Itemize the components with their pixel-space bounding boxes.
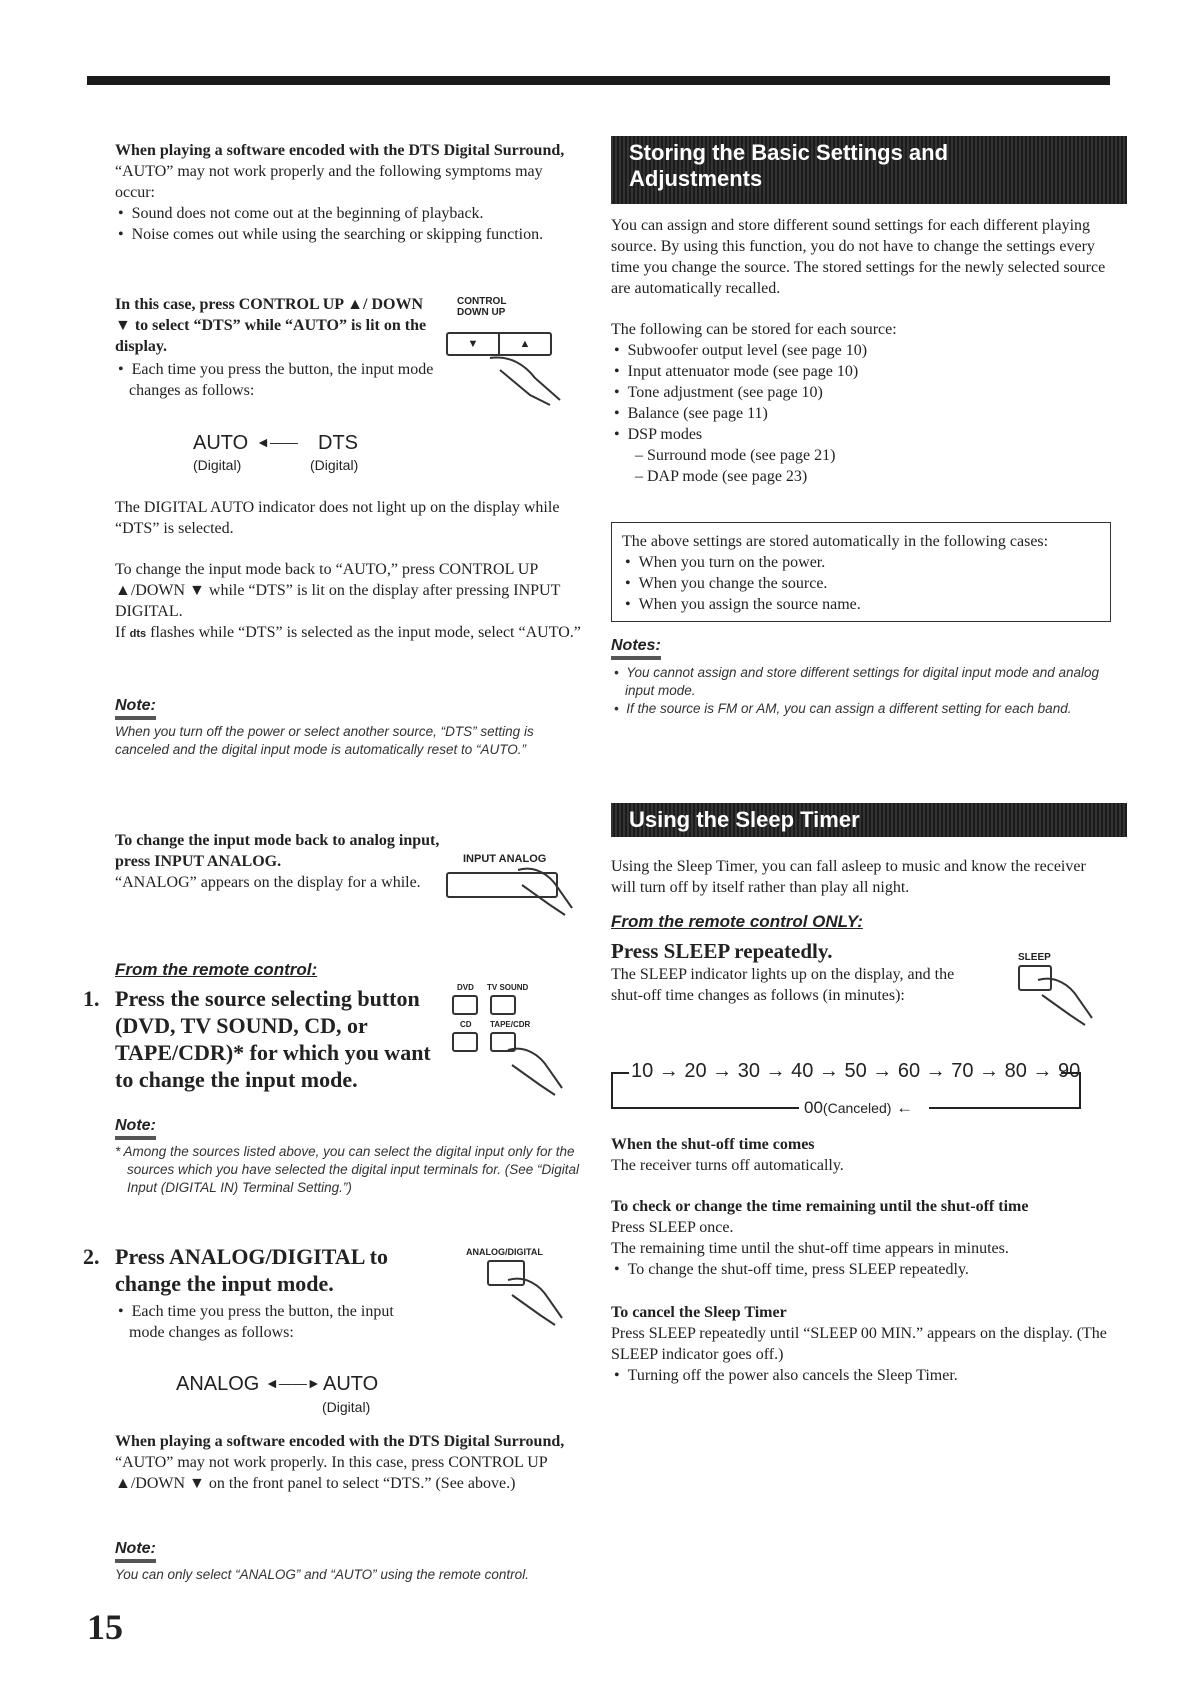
tape-cdr-label: TAPE/CDR bbox=[490, 1020, 531, 1029]
dts-mode-label: DTS bbox=[318, 432, 358, 454]
dsp-sub-item: – DAP mode (see page 23) bbox=[635, 468, 808, 485]
sleep-value: 50 bbox=[844, 1060, 867, 1082]
banner-storing-line-2: Adjustments bbox=[629, 166, 763, 191]
digital-auto-paragraph: The DIGITAL AUTO indicator does not light up on the display while “DTS” is selected. bbox=[115, 499, 560, 537]
input-analog-label: INPUT ANALOG bbox=[463, 853, 547, 865]
loop-line-bottom-right bbox=[929, 1107, 1081, 1109]
check-text-1: Press SLEEP once. bbox=[611, 1219, 734, 1236]
auto-store-box bbox=[611, 522, 1111, 622]
page-number: 15 bbox=[87, 1607, 123, 1647]
sleep-value: 10 bbox=[631, 1060, 654, 1082]
step-1-text: Press the source selecting button (DVD, TV SOUND, CD, or TAPE/CDR)* for which you want to change the input mode. bbox=[115, 986, 431, 1092]
control-down-up-label: DOWN UP bbox=[457, 307, 506, 318]
sleep-intro: Using the Sleep Timer, you can fall asleep to music and know the receiver will turn off by itself rather than play all night. bbox=[611, 858, 1086, 896]
dts-flash-paragraph bbox=[115, 622, 590, 645]
note-3-heading: Note: bbox=[115, 1540, 156, 1563]
note-1 bbox=[115, 697, 585, 759]
step-2 bbox=[83, 1243, 443, 1343]
sleep-value: 20 bbox=[684, 1060, 707, 1082]
left-column bbox=[115, 140, 585, 245]
analog-mode-label: ANALOG bbox=[176, 1373, 260, 1395]
storing-note-item: • If the source is FM or AM, you can assign a different setting for each band. bbox=[611, 700, 1111, 718]
cd-button bbox=[452, 1032, 478, 1052]
hand-pointer-icon bbox=[510, 860, 580, 920]
sleep-canceled: 00(Canceled) ← bbox=[804, 1098, 914, 1117]
canceled-value: 00 bbox=[804, 1098, 823, 1117]
dvd-button bbox=[452, 995, 478, 1015]
loop-line-left bbox=[611, 1072, 613, 1108]
dts2-text: “AUTO” may not work properly. In this case, press CONTROL UP ▲/DOWN ▼ on the front panel to select “DTS.” (See above.) bbox=[115, 1454, 548, 1492]
dvd-label: DVD bbox=[457, 983, 474, 992]
storable-item: • Subwoofer output level (see page 10) bbox=[611, 340, 1111, 361]
auto-digital-label: (Digital) bbox=[193, 457, 242, 473]
loop-line-bottom-left bbox=[611, 1107, 799, 1109]
sleep-description: The SLEEP indicator lights up on the display, and the shut-off time changes as follows (in minutes): bbox=[611, 966, 955, 1004]
banner-storing-line-1: Storing the Basic Settings and bbox=[629, 140, 949, 165]
analog-section bbox=[115, 830, 440, 893]
up-arrow-icon: ▲ bbox=[519, 338, 531, 350]
dts2-paragraph bbox=[115, 1431, 585, 1494]
dts-paragraphs bbox=[115, 497, 590, 645]
dts-intro-text: “AUTO” may not work properly and the following symptoms may occur: bbox=[115, 163, 543, 201]
check-heading: To check or change the time remaining until the shut-off time bbox=[611, 1198, 1029, 1215]
header-rule bbox=[87, 76, 1110, 85]
dsp-sub-item: – Surround mode (see page 21) bbox=[635, 447, 836, 464]
storable-item: • Balance (see page 11) bbox=[611, 403, 1111, 424]
banner-sleep-title: Using the Sleep Timer bbox=[629, 807, 860, 832]
control-instruction-text: In this case, press CONTROL UP ▲/ DOWN ▼ to select “DTS” while “AUTO” is lit on the display. bbox=[115, 296, 427, 355]
step-2-bullet: • Each time you press the button, the input mode changes as follows: bbox=[115, 1301, 429, 1343]
note-2 bbox=[115, 1117, 585, 1197]
cancel-bullet: • Turning off the power also cancels the Sleep Timer. bbox=[611, 1365, 1111, 1386]
hand-pointer-icon bbox=[1030, 970, 1100, 1030]
note-1-text: When you turn off the power or select another source, “DTS” setting is canceled and the digital input mode is automatically reset to “AUTO.” bbox=[115, 724, 534, 757]
note-3-text: You can only select “ANALOG” and “AUTO” using the remote control. bbox=[115, 1567, 529, 1582]
dts-flash-post: flashes while “DTS” is selected as the input mode, select “AUTO.” bbox=[146, 624, 581, 641]
note-2-text: * Among the sources listed above, you can select the digital input only for the sources which you have selected the digital input terminals for. (See “Digital Input (DIGITAL IN) Terminal Setting.”) bbox=[115, 1144, 579, 1195]
storable-item: • Tone adjustment (see page 10) bbox=[611, 382, 1111, 403]
sleep-value: 60 bbox=[897, 1060, 921, 1082]
step-1-number: 1. bbox=[83, 986, 100, 1011]
storing-intro: You can assign and store different sound settings for each different playing source. By using this function, you do not have to change the settings every time you change the source. The stored settings for the newly selected source are automatically recalled. bbox=[611, 217, 1106, 297]
tv-sound-label: TV SOUND bbox=[487, 983, 529, 992]
hand-pointer-icon bbox=[480, 350, 570, 410]
cancel-heading: To cancel the Sleep Timer bbox=[611, 1304, 787, 1321]
sleep-value: 70 bbox=[951, 1060, 974, 1082]
step-2-number: 2. bbox=[83, 1244, 100, 1269]
control-instruction bbox=[115, 294, 435, 401]
auto-digital-label-2: (Digital) bbox=[322, 1399, 371, 1415]
check-bullet: • To change the shut-off time, press SLEEP repeatedly. bbox=[611, 1259, 1111, 1280]
auto-store-intro: The above settings are stored automatically in the following cases: bbox=[622, 533, 1049, 550]
control-bullet: • Each time you press the button, the input mode changes as follows: bbox=[115, 359, 435, 401]
remote-section bbox=[115, 960, 585, 980]
remote-only-heading: From the remote control ONLY: bbox=[611, 912, 863, 931]
note-2-heading: Note: bbox=[115, 1117, 156, 1140]
storing-section bbox=[611, 215, 1111, 487]
storable-item: • Input attenuator mode (see page 10) bbox=[611, 361, 1111, 382]
check-text-2: The remaining time until the shut-off time appears in minutes. bbox=[611, 1240, 1009, 1257]
dts-flash-pre: If bbox=[115, 624, 130, 641]
storing-notes-heading: Notes: bbox=[611, 637, 661, 660]
remote-heading: From the remote control: bbox=[115, 960, 318, 979]
symptom-item: • Sound does not come out at the beginning of playback. bbox=[115, 203, 585, 224]
storing-notes bbox=[611, 637, 1111, 718]
arrow-left-icon: ◄—— bbox=[256, 434, 298, 450]
note-1-heading: Note: bbox=[115, 697, 156, 720]
symptom-item: • Noise comes out while using the searching or skipping function. bbox=[115, 224, 585, 245]
storing-list-intro: The following can be stored for each source: bbox=[611, 321, 897, 338]
auto-store-item: • When you assign the source name. bbox=[622, 594, 1100, 615]
auto-mode-label: AUTO bbox=[193, 432, 249, 454]
sleep-value: 80 bbox=[1004, 1060, 1027, 1082]
analog-instruction-bold: To change the input mode back to analog input, press INPUT ANALOG. bbox=[115, 832, 440, 870]
dts-digital-label: (Digital) bbox=[310, 457, 359, 473]
sleep-value: 90 bbox=[1058, 1060, 1081, 1082]
auto-store-item: • When you turn on the power. bbox=[622, 552, 1100, 573]
storing-note-item: • You cannot assign and store different settings for digital input mode and analog input mode. bbox=[611, 664, 1111, 700]
banner-sleep-timer bbox=[611, 803, 1127, 837]
storable-item: • DSP modes bbox=[611, 424, 1111, 445]
hand-pointer-icon bbox=[500, 1270, 570, 1330]
analog-digital-label: ANALOG/DIGITAL bbox=[466, 1247, 543, 1257]
note-3 bbox=[115, 1540, 585, 1584]
dts-note-2 bbox=[115, 1431, 585, 1494]
sleep-label: SLEEP bbox=[1018, 952, 1051, 963]
dts-intro bbox=[115, 140, 585, 203]
sleep-values: 10 → 20 → 30 → 40 → 50 → 60 → 70 → 80 → 90 bbox=[631, 1060, 1081, 1082]
canceled-label: (Canceled) bbox=[822, 1100, 892, 1116]
sleep-sequence bbox=[611, 1060, 1081, 1120]
analog-instruction-text: “ANALOG” appears on the display for a while. bbox=[115, 874, 421, 891]
shutoff-text: The receiver turns off automatically. bbox=[611, 1157, 844, 1174]
tv-sound-button bbox=[490, 995, 516, 1015]
sleep-value: 40 bbox=[791, 1060, 814, 1082]
auto-mode-label-2: AUTO bbox=[323, 1373, 379, 1395]
dts-logo-icon: dts bbox=[129, 628, 147, 640]
banner-storing-settings bbox=[611, 136, 1127, 204]
hand-pointer-icon bbox=[500, 1040, 570, 1100]
press-sleep-heading: Press SLEEP repeatedly. bbox=[611, 939, 833, 963]
sleep-details bbox=[611, 1134, 1111, 1386]
step-1 bbox=[83, 985, 443, 1093]
down-arrow-icon: ▼ bbox=[448, 334, 500, 354]
auto-store-item: • When you change the source. bbox=[622, 573, 1100, 594]
change-back-paragraph: To change the input mode back to “AUTO,” press CONTROL UP ▲/DOWN ▼ while “DTS” is lit on the display after pressing INPUT DIGITAL. bbox=[115, 561, 561, 620]
arrow-both-icon: ◄——► bbox=[265, 1375, 321, 1391]
cancel-text: Press SLEEP repeatedly until “SLEEP 00 MIN.” appears on the display. (The SLEEP indicator goes off.) bbox=[611, 1325, 1107, 1363]
step-2-text: Press ANALOG/DIGITAL to change the input mode. bbox=[115, 1244, 388, 1296]
dts-intro-bold: When playing a software encoded with the DTS Digital Surround, bbox=[115, 142, 565, 159]
cd-label: CD bbox=[460, 1020, 472, 1029]
shutoff-heading: When the shut-off time comes bbox=[611, 1136, 815, 1153]
loop-line-top-left bbox=[611, 1072, 629, 1074]
sleep-value: 30 bbox=[737, 1060, 760, 1082]
control-label: CONTROL bbox=[457, 296, 507, 307]
dts2-bold: When playing a software encoded with the DTS Digital Surround, bbox=[115, 1433, 565, 1450]
